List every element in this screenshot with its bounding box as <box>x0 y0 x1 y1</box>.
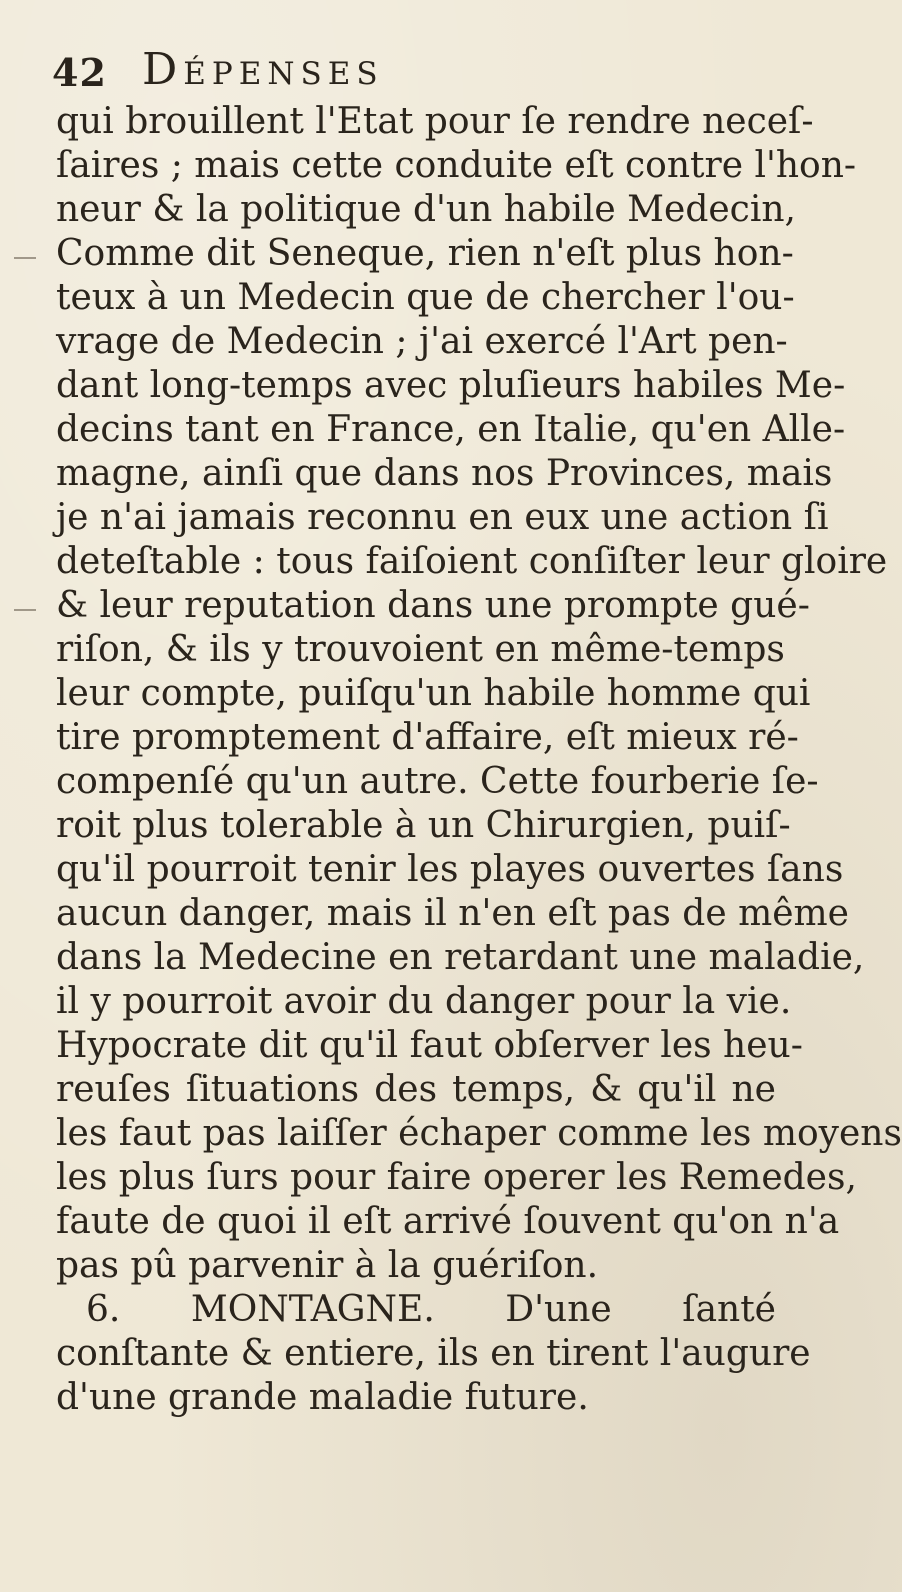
text-line: neur & la politique d'un habile Medecin, <box>56 189 796 230</box>
text-line: deteſtable : tous faiſoient conſiſter leur gloire <box>56 541 888 582</box>
body-text <box>56 100 902 1420</box>
text-line: conſtante & entiere, ils en tirent l'augure <box>56 1333 811 1374</box>
text-line: reuſes ſituations des temps, & qu'il ne <box>56 1069 776 1110</box>
text-line: dans la Medecine en retardant une maladie, <box>56 937 865 978</box>
text-line: il y pourroit avoir du danger pour la vie. <box>56 981 792 1022</box>
text-line: teux à un Medecin que de chercher l'ou- <box>56 277 795 318</box>
margin-mark <box>14 609 36 611</box>
text-line: pas pû parvenir à la guériſon. <box>56 1245 599 1286</box>
page-number: 42 <box>52 50 107 95</box>
text-line: faute de quoi il eſt arrivé ſouvent qu'on n'a <box>56 1201 840 1242</box>
text-line: & leur reputation dans une prompte gué- <box>56 585 810 626</box>
text-line: leur compte, puiſqu'un habile homme qui <box>56 673 811 714</box>
text-line: tire promptement d'affaire, eſt mieux ré- <box>56 717 799 758</box>
text-line: Comme dit Seneque, rien n'eſt plus hon- <box>56 233 794 274</box>
text-line: roit plus tolerable à un Chirurgien, puiſ- <box>56 805 791 846</box>
text-line: d'une grande maladie future. <box>56 1377 589 1418</box>
text-line: Hypocrate dit qu'il faut obſerver les heu- <box>56 1025 803 1066</box>
text-line: qui brouillent l'Etat pour ſe rendre neceſ- <box>56 101 814 142</box>
text-line: magne, ainſi que dans nos Provinces, mais <box>56 453 833 494</box>
text-line: je n'ai jamais reconnu en eux une action ſi <box>56 497 829 538</box>
text-line: ſaires ; mais cette conduite eſt contre l'hon- <box>56 145 857 186</box>
section-heading-line: 6. MONTAGNE. D'une ſanté <box>86 1289 776 1330</box>
text-line: dant long-temps avec pluſieurs habiles Me- <box>56 365 846 406</box>
text-line: decins tant en France, en Italie, qu'en Alle- <box>56 409 846 450</box>
running-head: Dépenses <box>142 44 384 95</box>
text-line: vrage de Medecin ; j'ai exercé l'Art pen- <box>56 321 788 362</box>
text-line: qu'il pourroit tenir les playes ouvertes ſans <box>56 849 844 890</box>
text-line: aucun danger, mais il n'en eſt pas de même <box>56 893 849 934</box>
page-header <box>52 44 752 104</box>
text-line: compenſé qu'un autre. Cette fourberie ſe- <box>56 761 819 802</box>
text-line: les faut pas laiſſer échaper comme les moyens <box>56 1113 902 1154</box>
text-line: riſon, & ils y trouvoient en même-temps <box>56 629 785 670</box>
margin-mark <box>14 257 36 259</box>
text-line: les plus ſurs pour faire operer les Remedes, <box>56 1157 857 1198</box>
